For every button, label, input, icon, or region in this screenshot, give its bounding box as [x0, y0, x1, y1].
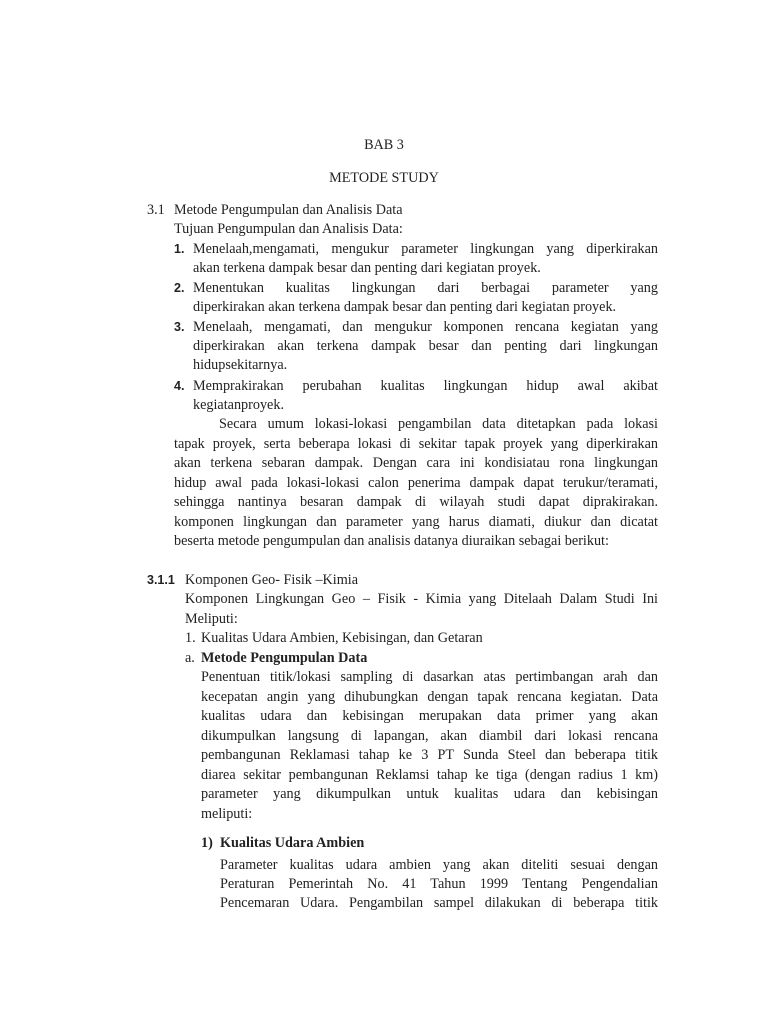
paragraph-line: dikumpulkan langsung di lapangan, akan diambil dari lokasi rencana [201, 728, 658, 744]
sub-item-heading: Kualitas Udara Ambien [220, 835, 365, 851]
list-item-line: Menelaah,mengamati, mengukur parameter lingkungan yang diperkirakan [193, 241, 658, 257]
paragraph-line: pembangunan Reklamasi tahap ke 3 PT Sunda Steel dan beberapa titik [201, 747, 658, 763]
sub-item-number: 1) [201, 835, 213, 851]
list-item-line: diperkirakan akan terkena dampak besar dan penting dari lingkungan [193, 338, 658, 354]
section-number: 3.1 [147, 202, 165, 218]
subsection-intro-line: Komponen Lingkungan Geo – Fisik - Kimia yang Ditelaah Dalam Studi Ini [185, 591, 658, 607]
list-item-line: Memprakirakan perubahan kualitas lingkungan hidup awal akibat [193, 378, 658, 394]
item-number: 1. [185, 630, 196, 646]
paragraph-line: Peraturan Pemerintah No. 41 Tahun 1999 Tentang Pengendalian [220, 876, 658, 892]
chapter-title: METODE STUDY [329, 170, 439, 186]
paragraph-line: meliputi: [201, 806, 253, 822]
paragraph-line: akan terkena sebaran dampak. Dengan cara ini kondisiatau rona lingkungan [174, 455, 658, 471]
section-subtitle: Tujuan Pengumpulan dan Analisis Data: [174, 221, 403, 237]
paragraph-line: Penentuan titik/lokasi sampling di dasarkan atas pertimbangan arah dan [201, 669, 658, 685]
item-letter: a. [185, 650, 195, 666]
paragraph-line: komponen lingkungan dan parameter yang harus diamati, diukur dan dicatat [174, 514, 658, 530]
list-item-number: 3. [174, 320, 185, 334]
paragraph-line: beserta metode pengumpulan dan analisis datanya diuraikan sebagai berikut: [174, 533, 609, 549]
paragraph-line: diarea sekitar pembangunan Reklamsi tahap ke tiga (dengan radius 1 km) [201, 767, 658, 783]
list-item-line: diperkirakan akan terkena dampak besar dan penting dari kegiatan proyek. [193, 299, 617, 315]
paragraph-line: Parameter kualitas udara ambien yang akan diteliti sesuai dengan [220, 857, 658, 873]
paragraph-line: kualitas udara dan kebisingan merupakan data primer yang akan [201, 708, 658, 724]
item-text: Kualitas Udara Ambien, Kebisingan, dan Getaran [201, 630, 483, 646]
paragraph-line: parameter yang dikumpulkan untuk kualitas udara dan kebisingan [201, 786, 658, 802]
chapter-heading: BAB 3 [364, 137, 404, 153]
list-item-number: 4. [174, 379, 185, 393]
paragraph-line: Secara umum lokasi-lokasi pengambilan data ditetapkan pada lokasi [219, 416, 658, 432]
list-item-line: Menelaah, mengamati, dan mengukur komponen rencana kegiatan yang [193, 319, 658, 335]
subsection-intro-line: Meliputi: [185, 611, 238, 627]
paragraph-line: tapak proyek, serta beberapa lokasi di sekitar tapak proyek yang diperkirakan [174, 436, 658, 452]
list-item-line: hidupsekitarnya. [193, 357, 288, 373]
item-heading: Metode Pengumpulan Data [201, 650, 368, 666]
paragraph-line: hidup awal pada lokasi-lokasi calon penerima dampak dapat terukur/teramati, [174, 475, 658, 491]
list-item-number: 2. [174, 281, 185, 295]
paragraph-line: sehingga nantinya besaran dampak di wilayah studi dapat diprakirakan. [174, 494, 658, 510]
paragraph-line: kecepatan angin yang dihubungkan dengan tapak rencana kegiatan. Data [201, 689, 658, 705]
subsection-number: 3.1.1 [147, 573, 175, 587]
list-item-number: 1. [174, 242, 185, 256]
section-title: Metode Pengumpulan dan Analisis Data [174, 202, 403, 218]
subsection-title: Komponen Geo- Fisik –Kimia [185, 572, 358, 588]
list-item-line: akan terkena dampak besar dan penting dari kegiatan proyek. [193, 260, 541, 276]
list-item-line: kegiatanproyek. [193, 397, 284, 413]
paragraph-line: Pencemaran Udara. Pengambilan sampel dilakukan di beberapa titik [220, 895, 658, 911]
list-item-line: Menentukan kualitas lingkungan dari berbagai parameter yang [193, 280, 658, 296]
